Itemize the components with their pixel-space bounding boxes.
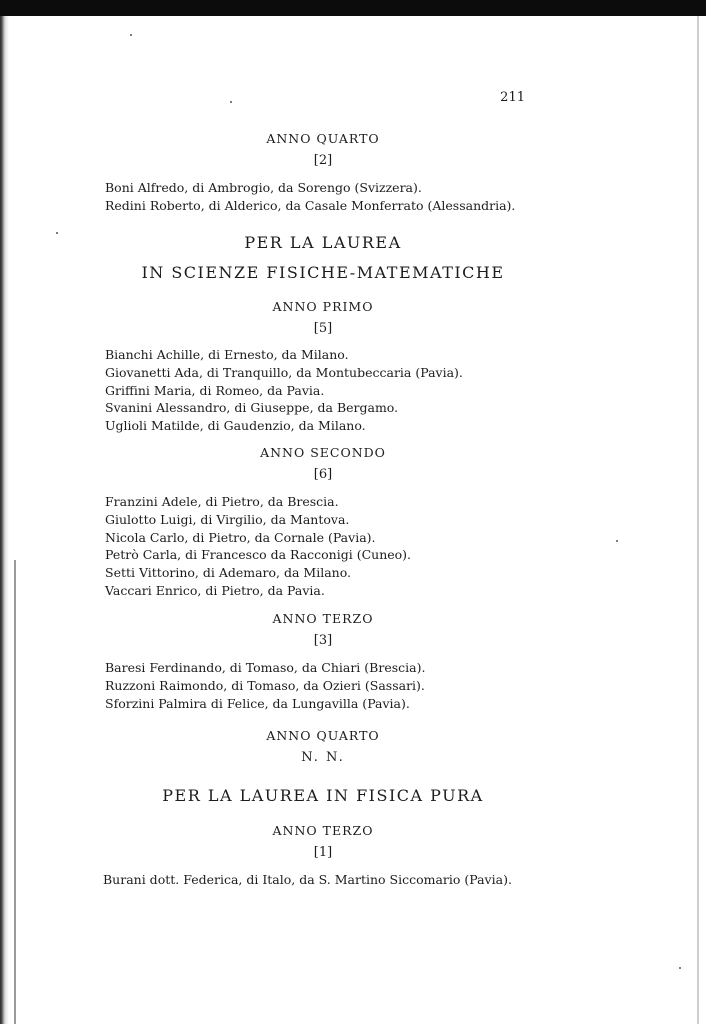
list-item: Giovanetti Ada, di Tranquillo, da Montubeccaria (Pavia). bbox=[105, 364, 463, 380]
section-title-anno-quarto: ANNO QUARTO bbox=[266, 131, 380, 146]
list-item: Redini Roberto, di Alderico, da Casale Monferrato (Alessandria). bbox=[105, 197, 516, 213]
section-title-anno-primo: ANNO PRIMO bbox=[272, 299, 374, 314]
scan-top-border bbox=[0, 0, 706, 16]
list-item: Sforzini Palmira di Felice, da Lungavilla (Pavia). bbox=[105, 695, 410, 711]
student-list-anno-quarto bbox=[105, 179, 605, 215]
list-item: Ruzzoni Raimondo, di Tomaso, da Ozieri (Sassari). bbox=[105, 677, 425, 693]
list-item: Uglioli Matilde, di Gaudenzio, da Milano. bbox=[105, 418, 366, 434]
list-item: Setti Vittorino, di Ademaro, da Milano. bbox=[105, 565, 352, 581]
page-number: 211 bbox=[500, 90, 525, 105]
section-title-anno-quarto-2: ANNO QUARTO bbox=[266, 728, 380, 743]
degree-heading-line-2: IN SCIENZE FISICHE-MATEMATICHE bbox=[141, 263, 505, 282]
list-item: Petrò Carla, di Francesco da Racconigi (Cuneo). bbox=[105, 547, 412, 563]
list-item: Giulotto Luigi, di Virgilio, da Mantova. bbox=[105, 511, 350, 527]
list-item: Griffini Maria, di Romeo, da Pavia. bbox=[105, 382, 325, 398]
section-count: [5] bbox=[313, 321, 333, 336]
list-item: Burani dott. Federica, di Italo, da S. Martino Siccomario (Pavia). bbox=[103, 872, 512, 887]
section-count: [6] bbox=[313, 467, 333, 482]
section-title-anno-terzo: ANNO TERZO bbox=[272, 611, 374, 626]
student-list-fisica-pura bbox=[103, 871, 603, 889]
list-item: Bianchi Achille, di Ernesto, da Milano. bbox=[105, 347, 349, 362]
list-item: Svanini Alessandro, di Giuseppe, da Bergamo. bbox=[105, 400, 399, 416]
scan-right-edge bbox=[697, 16, 699, 1024]
section-title-anno-secondo: ANNO SECONDO bbox=[260, 445, 386, 460]
degree-heading-fisica-pura: PER LA LAUREA IN FISICA PURA bbox=[162, 786, 484, 805]
section-count: [2] bbox=[313, 153, 333, 168]
list-item: Vaccari Enrico, di Pietro, da Pavia. bbox=[105, 582, 325, 598]
student-list-anno-secondo bbox=[105, 493, 605, 600]
scan-speck bbox=[616, 540, 618, 542]
scan-speck bbox=[130, 34, 132, 36]
list-item: Boni Alfredo, di Ambrogio, da Sorengo (Svizzera). bbox=[105, 180, 422, 195]
student-list-anno-terzo bbox=[105, 659, 605, 712]
section-count: [1] bbox=[313, 845, 333, 860]
student-list-anno-primo bbox=[105, 346, 605, 435]
scan-speck bbox=[679, 967, 681, 969]
list-item: Nicola Carlo, di Pietro, da Cornale (Pavia). bbox=[105, 529, 376, 545]
list-item: Franzini Adele, di Pietro, da Brescia. bbox=[105, 494, 339, 509]
degree-heading-line-1: PER LA LAUREA bbox=[244, 233, 402, 252]
scan-speck bbox=[230, 101, 232, 103]
section-count: [3] bbox=[313, 633, 333, 648]
section-count-nn: N. N. bbox=[301, 750, 345, 765]
section-title-anno-terzo-2: ANNO TERZO bbox=[272, 823, 374, 838]
list-item: Baresi Ferdinando, di Tomaso, da Chiari (Brescia). bbox=[105, 660, 426, 675]
